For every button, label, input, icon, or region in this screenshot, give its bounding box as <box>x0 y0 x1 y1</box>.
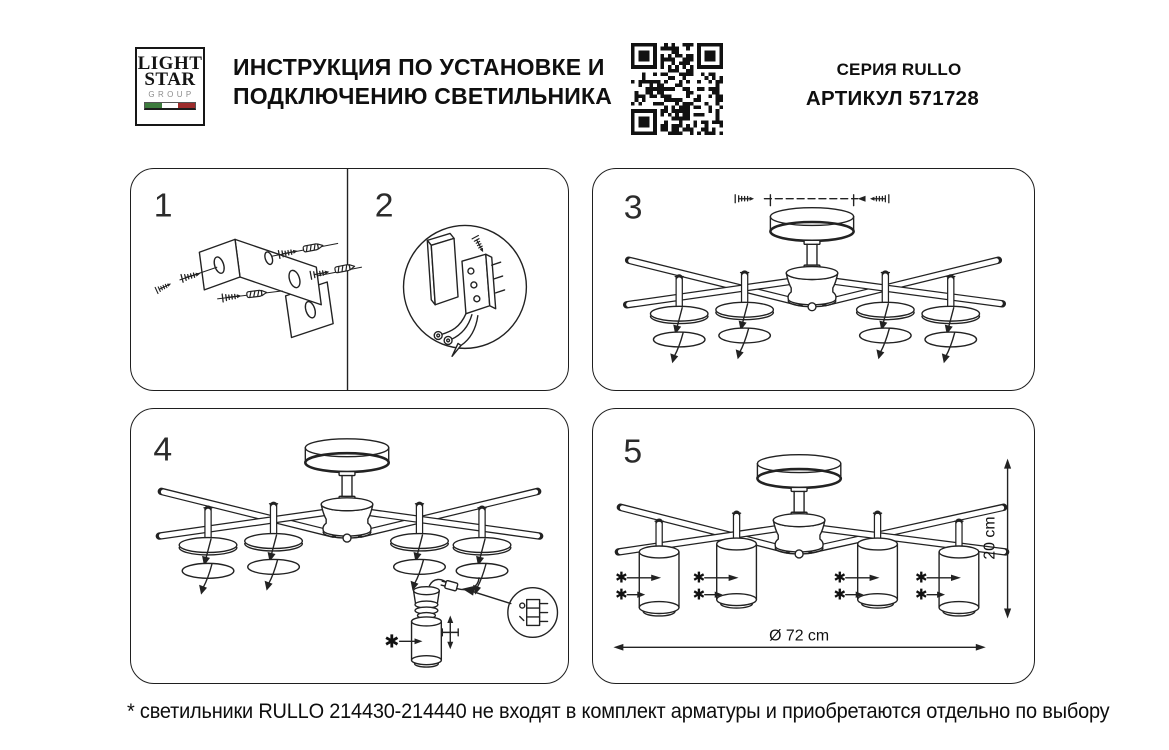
svg-text:✱: ✱ <box>692 587 706 604</box>
svg-text:✱: ✱ <box>615 570 628 587</box>
svg-text:✱: ✱ <box>833 587 847 604</box>
connector-detail-drawing <box>508 588 558 638</box>
step1-step2-drawing <box>131 169 568 390</box>
article-number: АРТИКУЛ 571728 <box>805 87 980 110</box>
logo-star: STAR <box>144 69 196 90</box>
optional-lamp-markers <box>615 571 961 604</box>
logo-light: LIGHT <box>137 53 203 74</box>
height-dimension <box>982 459 1011 619</box>
move-direction-icon <box>442 615 458 649</box>
height-dimension-label: 20 cm <box>981 516 999 560</box>
chandelier-frame-drawing <box>627 195 1003 363</box>
panel-step3 <box>592 168 1035 391</box>
panel-step1-step2 <box>130 168 569 391</box>
lightstar-logo <box>135 47 205 126</box>
footnote: * светильники RULLO 214430-214440 не входят в комплект арматуры и приобретаются отдельно по выбору <box>127 700 1110 723</box>
step4-drawing <box>131 409 568 683</box>
diameter-dimension <box>613 627 985 650</box>
title-line-2: ПОДКЛЮЧЕНИЮ СВЕТИЛЬНИКА <box>233 83 613 109</box>
title-line-1: ИНСТРУКЦИЯ ПО УСТАНОВКЕ И <box>233 54 605 80</box>
panel-step4 <box>130 408 569 684</box>
svg-text:✱: ✱ <box>914 587 928 604</box>
chandelier-lamp-mounting-drawing <box>159 439 557 667</box>
step5-drawing <box>593 409 1034 683</box>
svg-text:✱: ✱ <box>914 570 928 587</box>
step1-number: 1 <box>153 187 173 225</box>
page-title <box>233 53 612 111</box>
qr-code <box>631 43 723 135</box>
step2-number: 2 <box>374 187 394 225</box>
step4-number: 4 <box>153 430 173 469</box>
mounting-bracket-drawing <box>155 239 362 337</box>
series-label: СЕРИЯ RULLO <box>836 60 962 79</box>
step5-number: 5 <box>623 432 643 471</box>
panel-step5 <box>592 408 1035 684</box>
step3-number: 3 <box>623 189 643 227</box>
assembled-chandelier-drawing <box>618 455 1005 616</box>
diameter-dimension-label: Ø 72 cm <box>769 627 830 645</box>
step3-drawing <box>593 169 1034 390</box>
svg-text:✱: ✱ <box>692 570 706 587</box>
optional-lamp-marker: ✱ <box>384 631 400 652</box>
wiring-detail-drawing <box>404 225 527 356</box>
svg-text:✱: ✱ <box>615 587 628 604</box>
logo-group: GROUP <box>148 90 195 99</box>
italian-flag-icon <box>144 102 196 110</box>
svg-text:✱: ✱ <box>833 570 847 587</box>
